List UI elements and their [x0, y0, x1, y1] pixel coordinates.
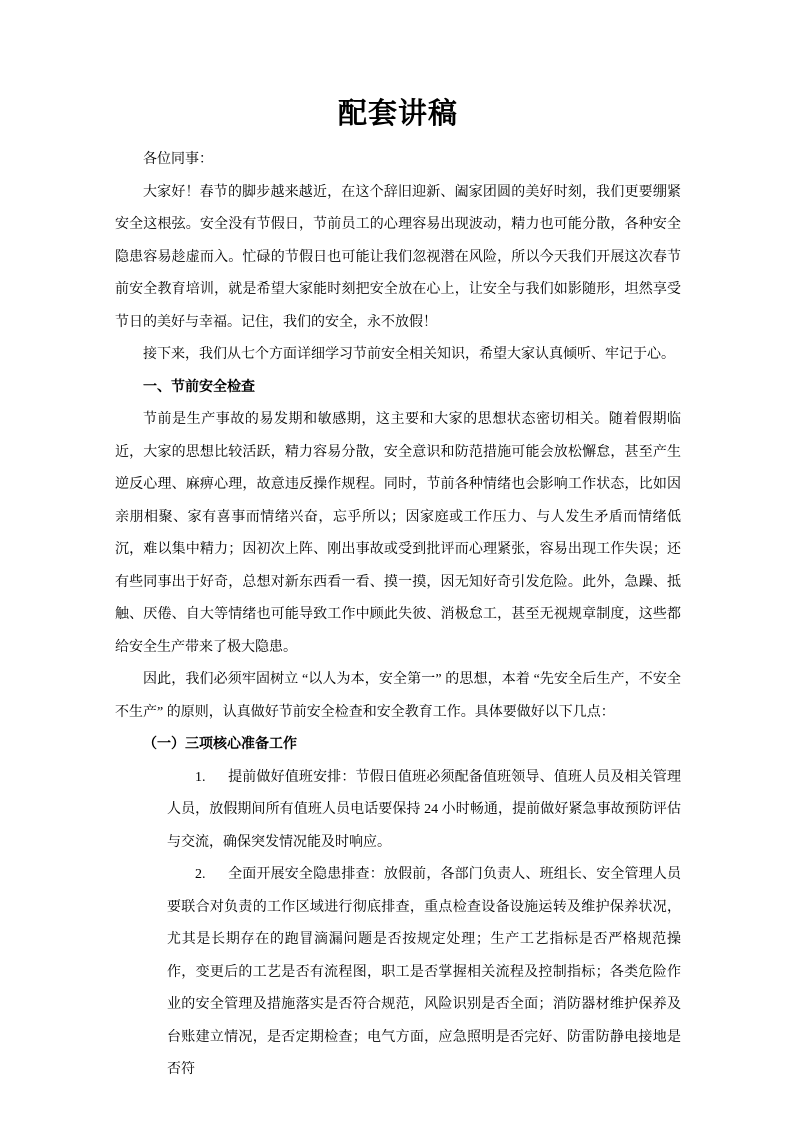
section-1-body-paragraph: 节前是生产事故的易发期和敏感期，这主要和大家的思想状态密切相关。随着假期临近，大家的思想比较活跃，精力容易分散，安全意识和防范措施可能会放松懈怠，甚至产生逆反心理、麻痹心理，故意违反操作规程。同时，节前各种情绪也会影响工作状态，比如因亲朋相聚、家有喜事而情绪兴奋，忘乎所以；因家庭或工作压力、与人发生矛盾而情绪低沉，难以集中精力；因初次上阵、刚出事故或受到批评而心理紧张，容易出现工作失误；还有些同事出于好奇，总想对新东西看一看、摸一摸，因无知好奇引发危险。此外，急躁、抵触、厌倦、自大等情绪也可能导致工作中顾此失彼、消极怠工，甚至无视规章制度，这些都给安全生产带来了极大隐患。: [115, 412, 681, 655]
list-item-1-number: 1.: [195, 769, 206, 785]
transition-paragraph: 接下来，我们从七个方面详细学习节前安全相关知识，希望大家认真倾听、牢记于心。: [143, 347, 675, 362]
list-item-2-number: 2.: [195, 867, 206, 882]
document-title: 配套讲稿: [337, 98, 458, 130]
section-1-heading: 一、节前安全检查: [143, 379, 255, 395]
list-item-1: [167, 762, 681, 860]
intro-paragraph: 大家好！春节的脚步越来越近，在这个辞旧迎新、阖家团圆的美好时刻，我们更要绷紧安全这根弦。安全没有节假日，节前员工的心理容易出现波动，精力也可能分散，各种安全隐患容易趁虚而入。忙碌的节假日也可能让我们忽视潜在风险，所以今天我们开展这次春节前安全教育培训，就是希望大家能时刻把安全放在心上，让安全与我们如影随形，坦然享受节日的美好与幸福。记住，我们的安全，永不放假！: [115, 184, 681, 330]
document-content: [115, 94, 681, 1087]
list-item-1-text: 提前做好值班安排：节假日值班必须配备值班领导、值班人员及相关管理人员，放假期间所有值班人员电话要保持 24 小时畅通，提前做好紧急事故预防评估与交流，确保突发情况能及时响应。: [167, 769, 681, 850]
salutation: 各位同事：: [143, 152, 213, 167]
subsection-1-heading: （一）三项核心准备工作: [143, 737, 297, 752]
list-item-2: [167, 859, 681, 1087]
section-1-principle-paragraph: 因此，我们必须牢固树立 “以人为本，安全第一” 的思想，本着 “先安全后生产，不安全不生产” 的原则，认真做好节前安全检查和安全教育工作。具体要做好以下几点：: [115, 672, 681, 720]
list-item-2-text: 全面开展安全隐患排查：放假前，各部门负责人、班组长、安全管理人员要联合对负责的工作区域进行彻底排查，重点检查设备设施运转及维护保养状况，尤其是长期存在的跑冒滴漏问题是否按规定处理；生产工艺指标是否严格规范操作，变更后的工艺是否有流程图，职工是否掌握相关流程及控制指标；各类危险作业的安全管理及措施落实是否符合规范，风险识别是否全面；消防器材维护保养及台账建立情况，是否定期检查；电气方面，应急照明是否完好、防雷防静电接地是否符: [167, 867, 681, 1077]
